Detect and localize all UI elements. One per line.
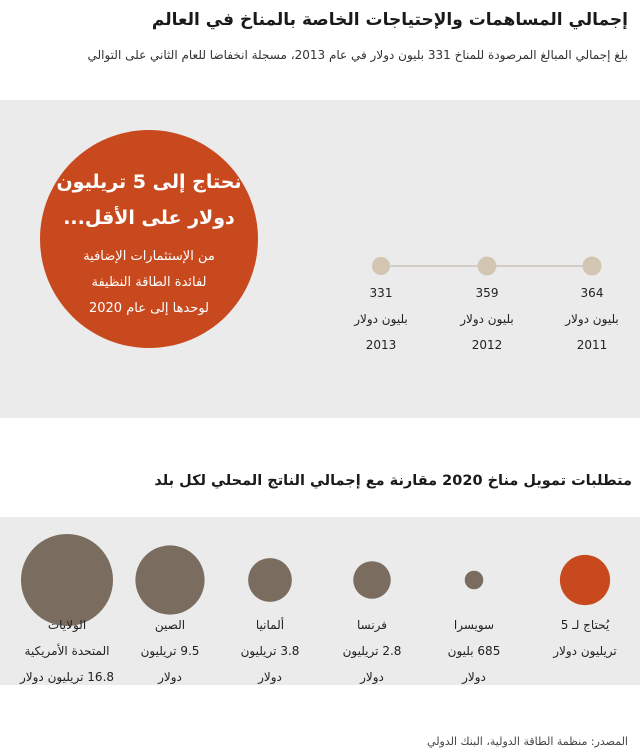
bubble-label-line: الصين: [154, 618, 186, 632]
timeline-label: [442, 280, 532, 358]
timeline-value: 359: [475, 286, 499, 300]
bubble-label-line: 685 بليون: [447, 644, 501, 658]
timeline-label: [547, 280, 637, 358]
timeline-unit: بليون دولار: [565, 312, 619, 326]
callout-body-line: لفائدة الطاقة النظيفة: [91, 275, 207, 290]
timeline-dot: [372, 257, 390, 275]
page-title: إجمالي المساهمات والإحتياجات الخاصة بالمناخ في العالم: [151, 10, 628, 30]
bubble: [560, 555, 610, 605]
bubble-label: [215, 612, 325, 690]
bubble-label-line: فرنسا: [356, 618, 388, 632]
timeline-value: 364: [580, 286, 604, 300]
timeline-dot: [478, 257, 497, 276]
bubble-label-line: 16.8 تريليون دولار: [19, 670, 115, 684]
timeline-dot: [583, 257, 602, 276]
bubble-label-line: دولار: [258, 670, 282, 684]
bubble-label-line: 2.8 تريليون: [342, 644, 402, 658]
bubble-label: [115, 612, 225, 690]
callout-headline-line: دولار على الأقل...: [63, 207, 235, 229]
timeline-value: 331: [369, 286, 393, 300]
timeline-label: [336, 280, 426, 358]
bubble-label-line: تريليون دولار: [553, 644, 617, 658]
bubble-label: [317, 612, 427, 690]
callout-body: [54, 244, 244, 322]
bubble-label-line: دولار: [360, 670, 384, 684]
bubble-label: [530, 612, 640, 664]
bubble-label-line: دولار: [158, 670, 182, 684]
callout-body-line: من الإستثمارات الإضافية: [83, 249, 215, 264]
timeline-year: 2012: [471, 338, 503, 352]
bubble-label-line: دولار: [462, 670, 486, 684]
bubble-label-line: ألمانيا: [255, 618, 285, 632]
bubble-label: [419, 612, 529, 690]
bubble-chart-title: متطلبات تمويل مناخ 2020 مقارنة مع إجمالي الناتج المحلي لكل بلد: [154, 473, 632, 489]
timeline-year: 2011: [576, 338, 608, 352]
source-note: المصدر: منظمة الطاقة الدولية، البنك الدولي: [427, 735, 628, 748]
bubble: [353, 561, 391, 599]
callout-headline: [50, 164, 248, 236]
bubble: [248, 558, 292, 602]
bubble-label-line: المتحدة الأمريكية: [24, 644, 110, 658]
bubble-label-line: 3.8 تريليون: [240, 644, 300, 658]
bubble-label-line: الولايات: [47, 618, 87, 632]
bubble-label-line: سويسرا: [453, 618, 495, 632]
timeline-unit: بليون دولار: [354, 312, 408, 326]
callout-headline-line: نحتاج إلى 5 تريليون: [56, 171, 242, 193]
callout-body-line: لوحدها إلى عام 2020: [88, 301, 210, 316]
page-subtitle: بلغ إجمالي المبالغ المرصودة للمناخ 331 بليون دولار في عام 2013، مسجلة انخفاضا للعام الثاني على التوالي: [87, 48, 628, 62]
bubble: [465, 571, 484, 590]
bubble-label-line: 9.5 تريليون: [140, 644, 200, 658]
timeline-year: 2013: [365, 338, 397, 352]
bubble: [135, 545, 204, 614]
bubble-label-line: يُحتاج لـ 5: [560, 618, 610, 632]
headline-callout-circle: [40, 130, 258, 348]
bubble-label: [12, 612, 122, 690]
timeline-unit: بليون دولار: [460, 312, 514, 326]
